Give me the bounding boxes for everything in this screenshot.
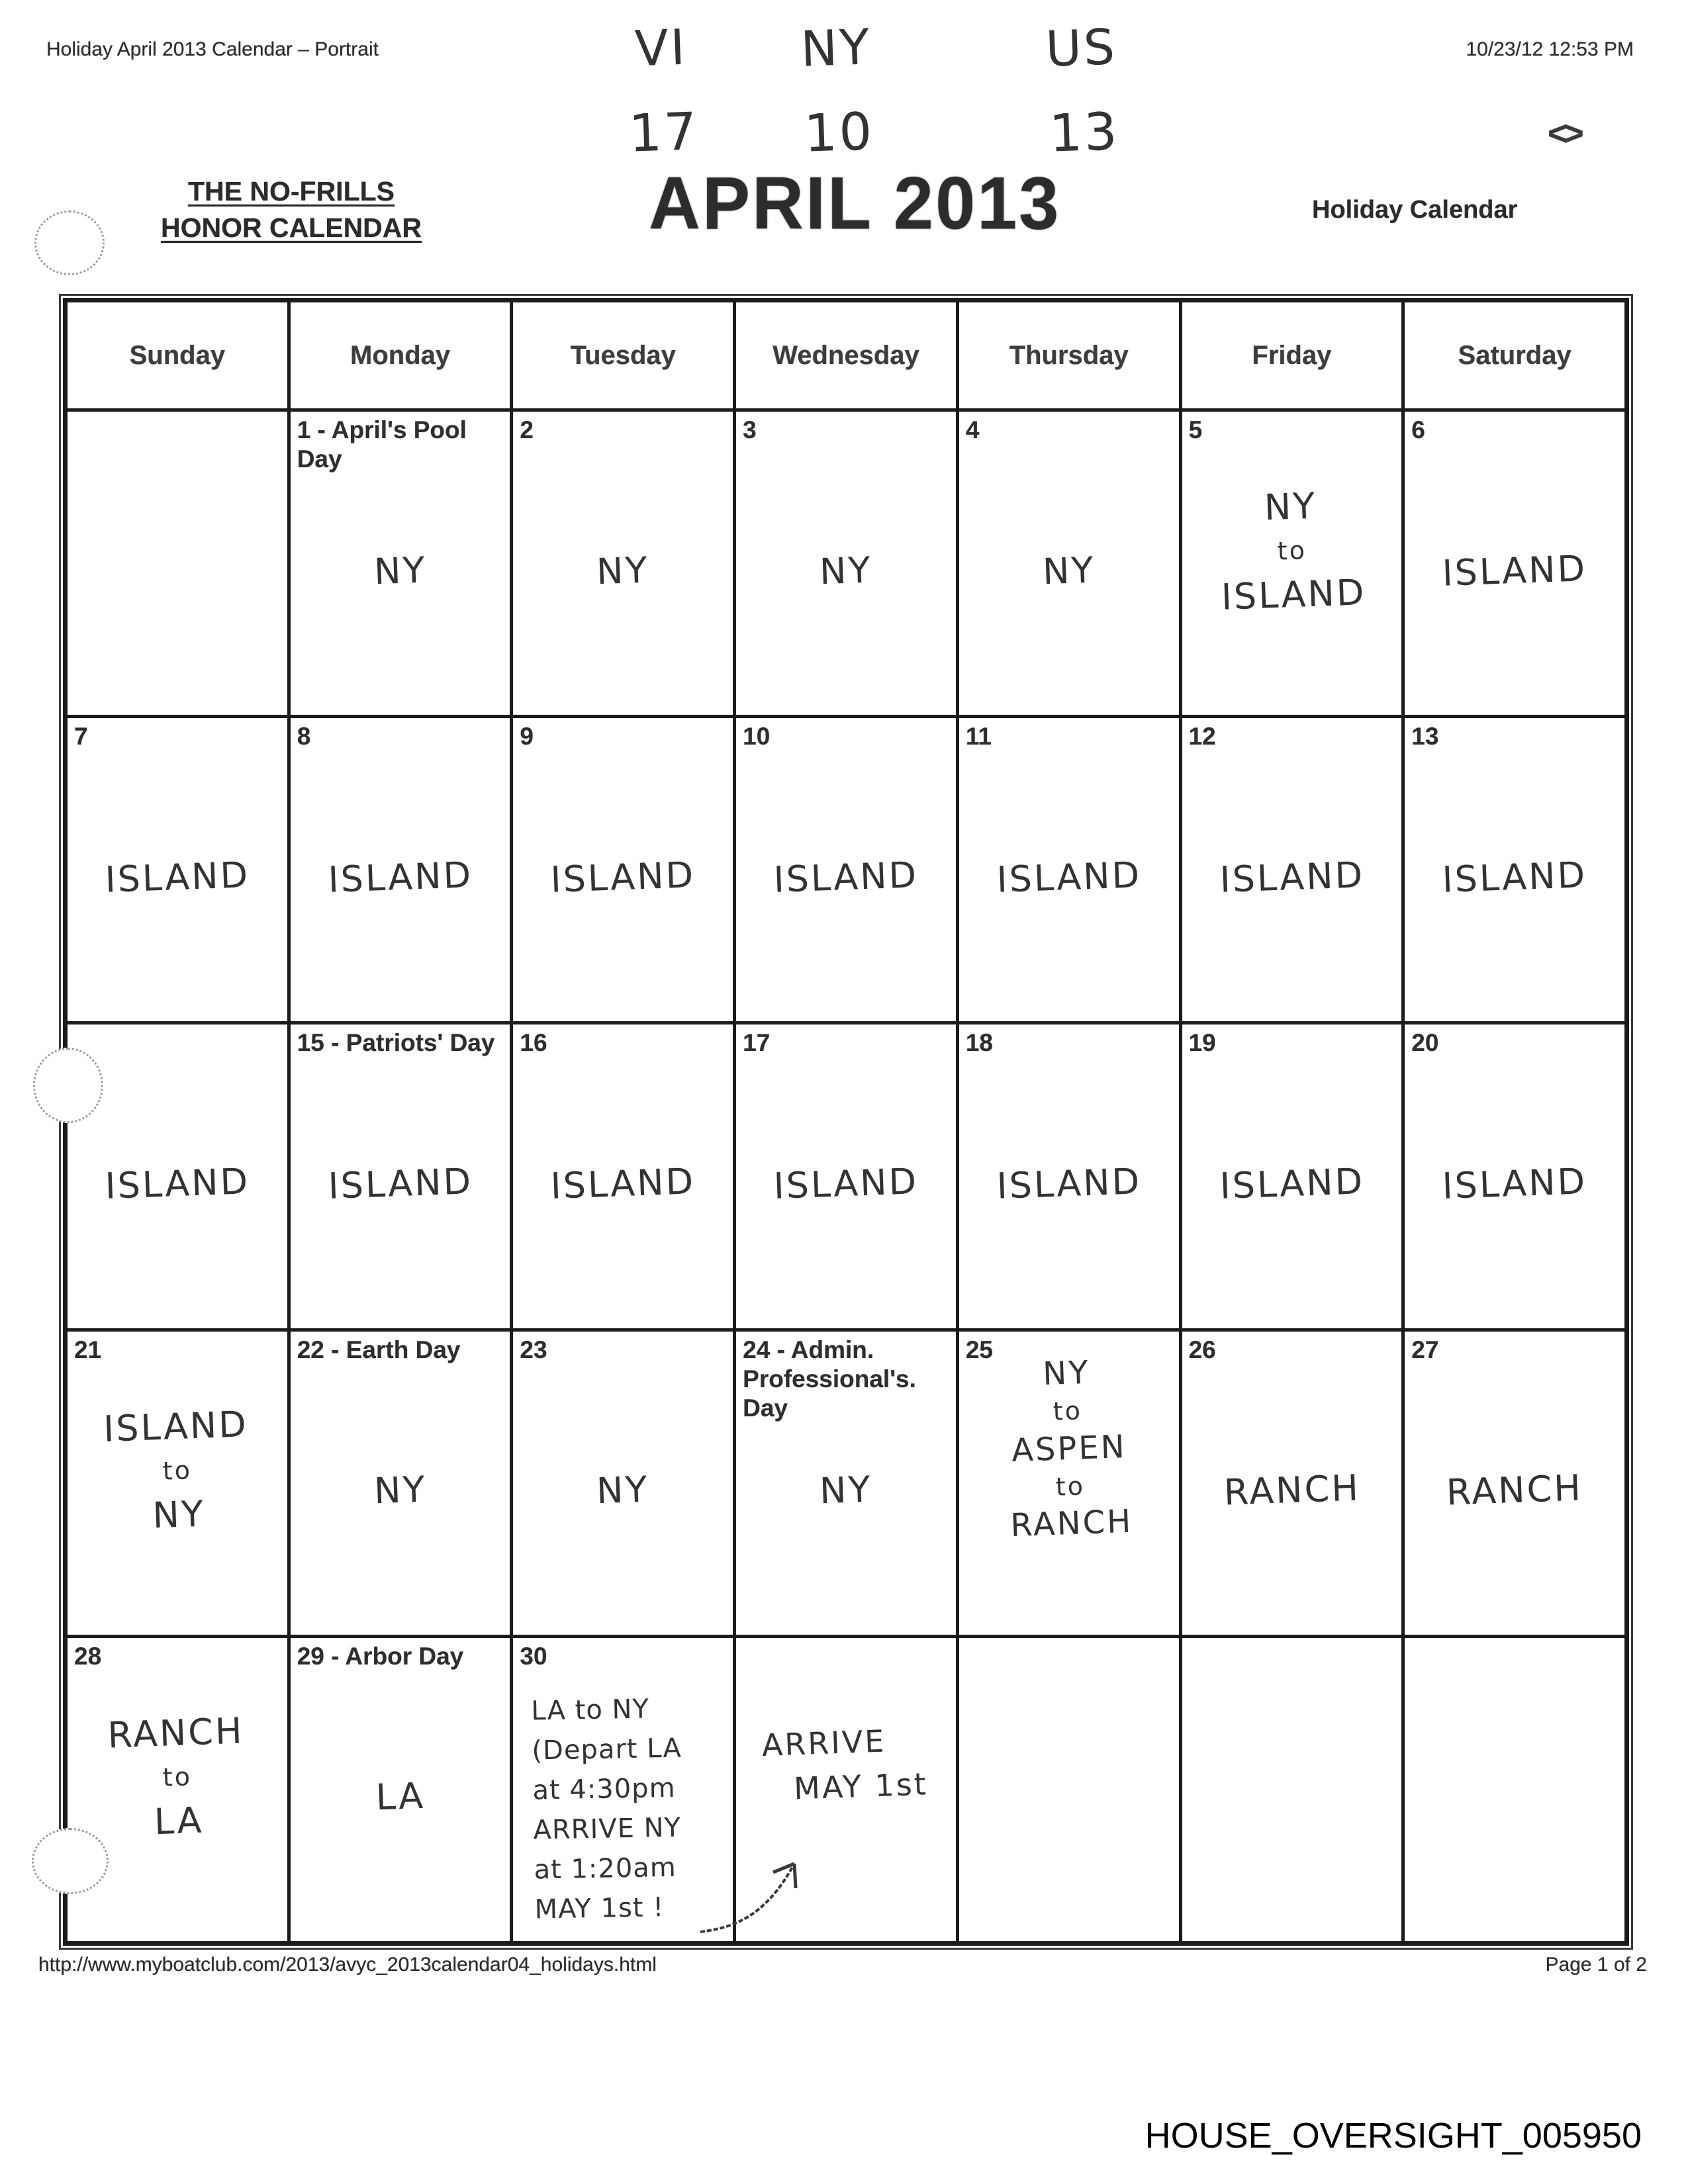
date-label: 29 - Arbor Day xyxy=(297,1642,464,1670)
calendar-cell xyxy=(959,718,1179,1021)
calendar-cell xyxy=(736,1024,956,1328)
date-label: 27 xyxy=(1411,1336,1439,1363)
handwriting-line: RANCH xyxy=(1009,1502,1133,1544)
handwriting-line: to xyxy=(1055,1471,1086,1502)
calendar-cell xyxy=(1182,1332,1402,1635)
handwriting-line: ISLAND xyxy=(1441,547,1588,594)
date-label: 6 xyxy=(1411,416,1425,443)
calendar-cell xyxy=(68,412,287,715)
handwritten-note xyxy=(1404,1154,1625,1214)
title-line-1: THE NO-FRILLS xyxy=(187,176,395,206)
handwriting-line: at 1:20am xyxy=(534,1852,677,1886)
calendar-cell xyxy=(513,1332,733,1635)
handwriting-line: NY xyxy=(373,1468,428,1512)
handwriting-line: ISLAND xyxy=(549,854,696,901)
calendar-cell xyxy=(291,1638,510,1941)
page-number: Page 1 of 2 xyxy=(1545,1954,1647,1976)
handwritten-note xyxy=(67,848,288,907)
annotation-value: 13 xyxy=(1048,102,1120,164)
calendar-cell xyxy=(68,1638,287,1941)
handwritten-note xyxy=(959,1154,1180,1214)
handwritten-note xyxy=(289,1768,510,1827)
punch-hole xyxy=(32,1828,109,1894)
handwritten-note xyxy=(956,1349,1182,1549)
calendar-cell xyxy=(1182,718,1402,1021)
day-header-tuesday: Tuesday xyxy=(513,302,733,408)
annotation-label: US xyxy=(1045,19,1118,78)
date-label: 3 xyxy=(743,416,757,443)
date-label: 16 xyxy=(520,1029,547,1057)
date-label: 25 xyxy=(965,1336,993,1363)
handwriting-line: ARRIVE xyxy=(761,1723,887,1763)
date-label: 1 - April's Pool Day xyxy=(297,416,467,473)
handwritten-note xyxy=(735,848,957,907)
handwriting-line: NY xyxy=(596,549,651,592)
annotation-label: NY xyxy=(800,19,872,78)
annotation-value: 17 xyxy=(628,102,700,164)
date-label: 10 xyxy=(743,723,771,751)
date-label: 2 xyxy=(520,416,534,443)
handwriting-line: ASPEN xyxy=(1011,1428,1127,1469)
handwritten-note xyxy=(289,1461,510,1520)
handwritten-note xyxy=(735,1154,957,1214)
handwriting-line: (Depart LA xyxy=(532,1733,682,1766)
handwriting-line: ISLAND xyxy=(1219,1160,1365,1207)
handwritten-note xyxy=(1180,478,1404,625)
annotation-value: 10 xyxy=(803,102,875,164)
date-label: 13 xyxy=(1411,723,1439,751)
handwritten-note xyxy=(1181,1461,1402,1520)
calendar-cell xyxy=(1182,1024,1402,1328)
handwritten-note xyxy=(1404,541,1625,601)
handwritten-note xyxy=(1404,1461,1625,1520)
handwriting-line: RANCH xyxy=(1223,1467,1361,1514)
annotation-label: VI xyxy=(633,19,688,78)
punch-hole xyxy=(33,1048,103,1123)
handwriting-line: LA xyxy=(153,1799,205,1843)
handwriting-line: ARRIVE NY xyxy=(533,1812,682,1846)
date-label: 26 xyxy=(1188,1336,1216,1363)
calendar-cell xyxy=(1182,412,1402,715)
handwriting-line: ISLAND xyxy=(996,854,1142,901)
calendar-cell xyxy=(736,412,956,715)
handwritten-note xyxy=(65,1704,289,1851)
handwriting-line: RANCH xyxy=(1446,1467,1584,1514)
handwriting-line: RANCH xyxy=(107,1709,245,1756)
handwriting-line: MAY 1st xyxy=(793,1765,929,1806)
holiday-calendar-label: Holiday Calendar xyxy=(1312,196,1518,224)
handwritten-note xyxy=(289,848,510,907)
calendar-title-block xyxy=(99,173,483,247)
date-label: 30 xyxy=(520,1642,547,1670)
date-label: 24 - Admin. Professional's. Day xyxy=(743,1336,916,1422)
punch-hole xyxy=(34,210,105,275)
date-label: 9 xyxy=(520,723,534,751)
handwriting-line: to xyxy=(162,1455,193,1486)
handwriting-line: ISLAND xyxy=(104,1160,251,1207)
calendar-cell xyxy=(513,1024,733,1328)
handwritten-note xyxy=(959,848,1180,907)
nav-arrows-icon: <> xyxy=(1548,114,1580,153)
date-label: 12 xyxy=(1188,723,1216,751)
date-label: 21 xyxy=(74,1336,102,1363)
calendar-cell xyxy=(513,718,733,1021)
print-timestamp: 10/23/12 12:53 PM xyxy=(1466,38,1634,60)
calendar-cell xyxy=(1405,1332,1624,1635)
handwriting-line: NY xyxy=(819,1468,873,1512)
handwriting-line: NY xyxy=(152,1492,206,1537)
handwritten-note xyxy=(761,1716,957,1811)
handwritten-note xyxy=(512,848,733,907)
calendar-cell xyxy=(68,718,287,1021)
handwritten-note xyxy=(735,1461,957,1520)
bates-stamp: HOUSE_OVERSIGHT_005950 xyxy=(1145,2116,1642,2156)
date-label: 7 xyxy=(74,723,88,751)
calendar-cell xyxy=(291,1024,510,1328)
document-header-title: Holiday April 2013 Calendar – Portrait xyxy=(46,38,379,60)
date-label: 23 xyxy=(520,1336,547,1363)
handwriting-line: LA xyxy=(375,1775,426,1819)
handwriting-line: ISLAND xyxy=(773,1160,919,1207)
calendar-cell xyxy=(736,1638,956,1941)
handwriting-line: ISLAND xyxy=(327,854,473,901)
calendar-cell xyxy=(1405,1638,1624,1941)
calendar-cell xyxy=(959,412,1179,715)
handwriting-line: ISLAND xyxy=(1441,854,1588,901)
calendar-cell xyxy=(291,1332,510,1635)
handwritten-note xyxy=(512,1461,733,1520)
calendar-cell xyxy=(736,718,956,1021)
handwriting-line: MAY 1st ! xyxy=(534,1891,665,1925)
date-label: 19 xyxy=(1188,1029,1216,1057)
handwriting-line: NY xyxy=(1263,485,1317,529)
handwriting-line: to xyxy=(1052,1396,1083,1426)
handwriting-line: at 4:30pm xyxy=(532,1772,677,1806)
calendar-cell xyxy=(959,1332,1179,1635)
handwritten-note xyxy=(959,541,1180,601)
calendar-cell xyxy=(959,1024,1179,1328)
month-title: APRIL 2013 xyxy=(649,161,1061,245)
handwritten-note xyxy=(512,1154,733,1214)
handwritten-note xyxy=(1181,1154,1402,1214)
handwriting-line: ISLAND xyxy=(549,1160,696,1207)
date-label: 4 xyxy=(965,416,980,443)
handwriting-line: LA to NY xyxy=(531,1694,650,1727)
handwritten-note xyxy=(65,1397,289,1545)
handwriting-line: NY xyxy=(596,1468,651,1512)
handwriting-line: ISLAND xyxy=(327,1160,473,1207)
date-label: 28 xyxy=(74,1642,102,1670)
calendar-grid xyxy=(63,298,1629,1946)
calendar-cell xyxy=(1405,1024,1624,1328)
handwritten-annotation xyxy=(1045,19,1120,164)
handwritten-annotation xyxy=(800,19,875,164)
day-header-thursday: Thursday xyxy=(959,302,1179,408)
hand-drawn-arrow xyxy=(695,1834,841,1940)
handwritten-note xyxy=(67,1154,288,1214)
handwriting-line: NY xyxy=(1041,549,1096,592)
handwritten-annotation xyxy=(625,19,700,164)
calendar-cell xyxy=(1182,1638,1402,1941)
handwriting-line: ISLAND xyxy=(1441,1160,1588,1207)
calendar-cell xyxy=(1405,718,1624,1021)
calendar-cell xyxy=(513,412,733,715)
handwritten-note xyxy=(735,541,957,601)
handwritten-note xyxy=(289,1154,510,1214)
day-header-sunday: Sunday xyxy=(68,302,287,408)
date-label: 17 xyxy=(743,1029,771,1057)
date-label: 20 xyxy=(1411,1029,1439,1057)
calendar-cell xyxy=(68,1332,287,1635)
handwriting-line: ISLAND xyxy=(104,854,251,901)
title-line-2: HONOR CALENDAR xyxy=(160,212,422,244)
handwritten-note xyxy=(1404,848,1625,907)
day-header-wednesday: Wednesday xyxy=(736,302,956,408)
date-label: 5 xyxy=(1188,416,1203,443)
calendar-cell xyxy=(291,412,510,715)
handwriting-line: ISLAND xyxy=(1219,854,1365,901)
source-url: http://www.myboatclub.com/2013/avyc_2013calendar04_holidays.html xyxy=(38,1954,657,1976)
handwriting-line: ISLAND xyxy=(996,1160,1142,1207)
calendar-cell xyxy=(1405,412,1624,715)
handwriting-line: ISLAND xyxy=(773,854,919,901)
handwriting-line: NY xyxy=(373,549,428,592)
handwriting-line: NY xyxy=(1042,1353,1091,1392)
handwritten-note xyxy=(1181,848,1402,907)
day-header-monday: Monday xyxy=(291,302,510,408)
date-label: 8 xyxy=(297,723,311,751)
date-label: 15 - Patriots' Day xyxy=(297,1029,495,1057)
date-label: 18 xyxy=(965,1029,993,1057)
calendar-cell xyxy=(736,1332,956,1635)
handwriting-line: to xyxy=(1276,535,1307,567)
date-label: 11 xyxy=(965,723,992,751)
calendar-cell xyxy=(291,718,510,1021)
handwriting-line: ISLAND xyxy=(103,1403,249,1450)
day-header-saturday: Saturday xyxy=(1405,302,1624,408)
handwritten-note xyxy=(289,541,510,601)
date-label: 22 - Earth Day xyxy=(297,1336,461,1363)
handwritten-note xyxy=(512,541,733,601)
calendar-cell xyxy=(959,1638,1179,1941)
handwriting-line: to xyxy=(162,1762,193,1793)
handwriting-line: ISLAND xyxy=(1220,571,1366,619)
handwriting-line: NY xyxy=(819,549,873,592)
day-header-friday: Friday xyxy=(1182,302,1402,408)
